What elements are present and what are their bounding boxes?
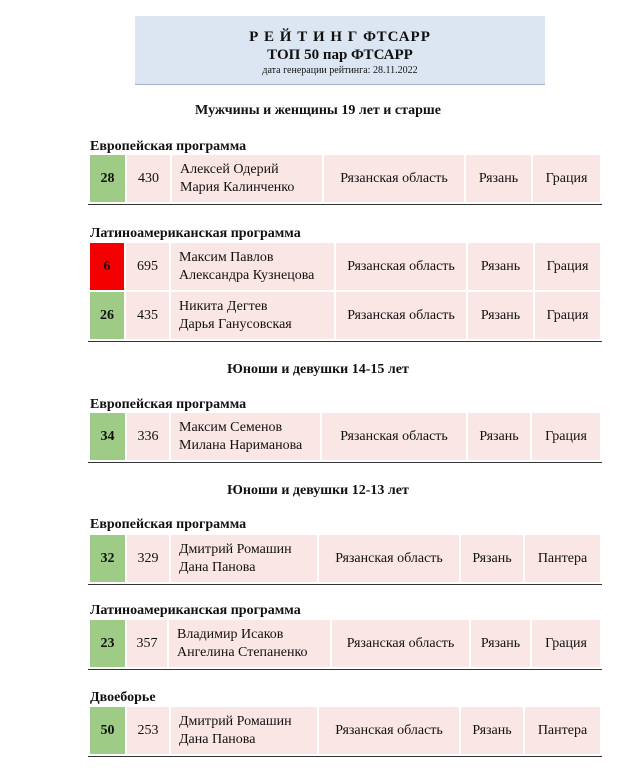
score-cell: 253 bbox=[127, 707, 169, 756]
score-cell: 435 bbox=[126, 292, 169, 341]
generation-date: дата генерации рейтинга: 28.11.2022 bbox=[262, 65, 418, 76]
partner-name: Милана Нариманова bbox=[179, 437, 303, 453]
program-title: Латиноамериканская программа bbox=[90, 226, 301, 241]
rank-cell: 23 bbox=[90, 620, 125, 669]
age-category-title: Юноши и девушки 14-15 лет bbox=[227, 362, 409, 377]
table-row bbox=[90, 155, 600, 204]
city-cell: Рязань bbox=[471, 620, 530, 669]
ranking-table bbox=[88, 707, 602, 757]
partner-name: Александра Кузнецова bbox=[179, 267, 315, 283]
rank-cell: 50 bbox=[90, 707, 125, 756]
city-cell: Рязань bbox=[468, 243, 533, 292]
ranking-table bbox=[88, 155, 602, 205]
partner-name: Алексей Одерий bbox=[180, 161, 279, 177]
table-row bbox=[90, 620, 600, 669]
rating-header bbox=[135, 16, 545, 85]
score-cell: 329 bbox=[127, 535, 169, 584]
couple-cell bbox=[171, 707, 317, 756]
couple-cell bbox=[171, 535, 317, 584]
club-cell: Грация bbox=[532, 413, 600, 462]
region-cell: Рязанская область bbox=[332, 620, 469, 669]
table-row bbox=[90, 243, 600, 292]
ranking-table bbox=[88, 535, 602, 585]
program-title: Европейская программа bbox=[90, 139, 247, 154]
couple-cell bbox=[171, 413, 320, 462]
couple-cell bbox=[172, 155, 322, 204]
couple-cell bbox=[169, 620, 330, 669]
table-row bbox=[90, 535, 600, 584]
age-category-title: Мужчины и женщины 19 лет и старше bbox=[195, 103, 441, 118]
score-cell: 430 bbox=[127, 155, 170, 204]
club-cell: Грация bbox=[533, 155, 600, 204]
region-cell: Рязанская область bbox=[319, 535, 459, 584]
partner-name: Дмитрий Ромашин bbox=[179, 713, 292, 729]
score-cell: 695 bbox=[126, 243, 169, 292]
region-cell: Рязанская область bbox=[336, 243, 466, 292]
region-cell: Рязанская область bbox=[322, 413, 466, 462]
age-category-title: Юноши и девушки 12-13 лет bbox=[227, 483, 409, 498]
city-cell: Рязань bbox=[468, 413, 530, 462]
rank-cell: 34 bbox=[90, 413, 125, 462]
club-cell: Грация bbox=[532, 620, 600, 669]
club-cell: Пантера bbox=[525, 535, 600, 584]
city-cell: Рязань bbox=[461, 707, 523, 756]
partner-name: Максим Семенов bbox=[179, 419, 283, 435]
ranking-table bbox=[88, 413, 602, 463]
program-title: Двоеборье bbox=[90, 690, 156, 705]
partner-name: Дана Панова bbox=[179, 731, 256, 747]
partner-name: Дмитрий Ромашин bbox=[179, 541, 292, 557]
partner-name: Дана Панова bbox=[179, 559, 256, 575]
score-cell: 357 bbox=[127, 620, 167, 669]
table-row bbox=[90, 292, 600, 341]
table-row bbox=[90, 413, 600, 462]
rank-cell: 6 bbox=[90, 243, 124, 292]
region-cell: Рязанская область bbox=[324, 155, 464, 204]
region-cell: Рязанская область bbox=[319, 707, 459, 756]
rating-title: Р Е Й Т И Н Г ФТСАРР bbox=[249, 29, 431, 45]
score-cell: 336 bbox=[127, 413, 169, 462]
partner-name: Мария Калинченко bbox=[180, 179, 295, 195]
partner-name: Ангелина Степаненко bbox=[177, 644, 308, 660]
ranking-table bbox=[88, 243, 602, 342]
partner-name: Максим Павлов bbox=[179, 249, 274, 265]
club-cell: Пантера bbox=[525, 707, 600, 756]
partner-name: Никита Дегтев bbox=[179, 298, 268, 314]
table-row bbox=[90, 707, 600, 756]
couple-cell bbox=[171, 292, 334, 341]
club-cell: Грация bbox=[535, 292, 600, 341]
rank-cell: 28 bbox=[90, 155, 125, 204]
region-cell: Рязанская область bbox=[336, 292, 466, 341]
rank-cell: 26 bbox=[90, 292, 124, 341]
rank-cell: 32 bbox=[90, 535, 125, 584]
rating-subtitle: ТОП 50 пар ФТСАРР bbox=[267, 47, 413, 63]
program-title: Латиноамериканская программа bbox=[90, 603, 301, 618]
partner-name: Дарья Ганусовская bbox=[179, 316, 292, 332]
city-cell: Рязань bbox=[466, 155, 531, 204]
city-cell: Рязань bbox=[461, 535, 523, 584]
couple-cell bbox=[171, 243, 334, 292]
program-title: Европейская программа bbox=[90, 397, 247, 412]
club-cell: Грация bbox=[535, 243, 600, 292]
program-title: Европейская программа bbox=[90, 517, 247, 532]
partner-name: Владимир Исаков bbox=[177, 626, 284, 642]
ranking-table bbox=[88, 620, 602, 670]
city-cell: Рязань bbox=[468, 292, 533, 341]
